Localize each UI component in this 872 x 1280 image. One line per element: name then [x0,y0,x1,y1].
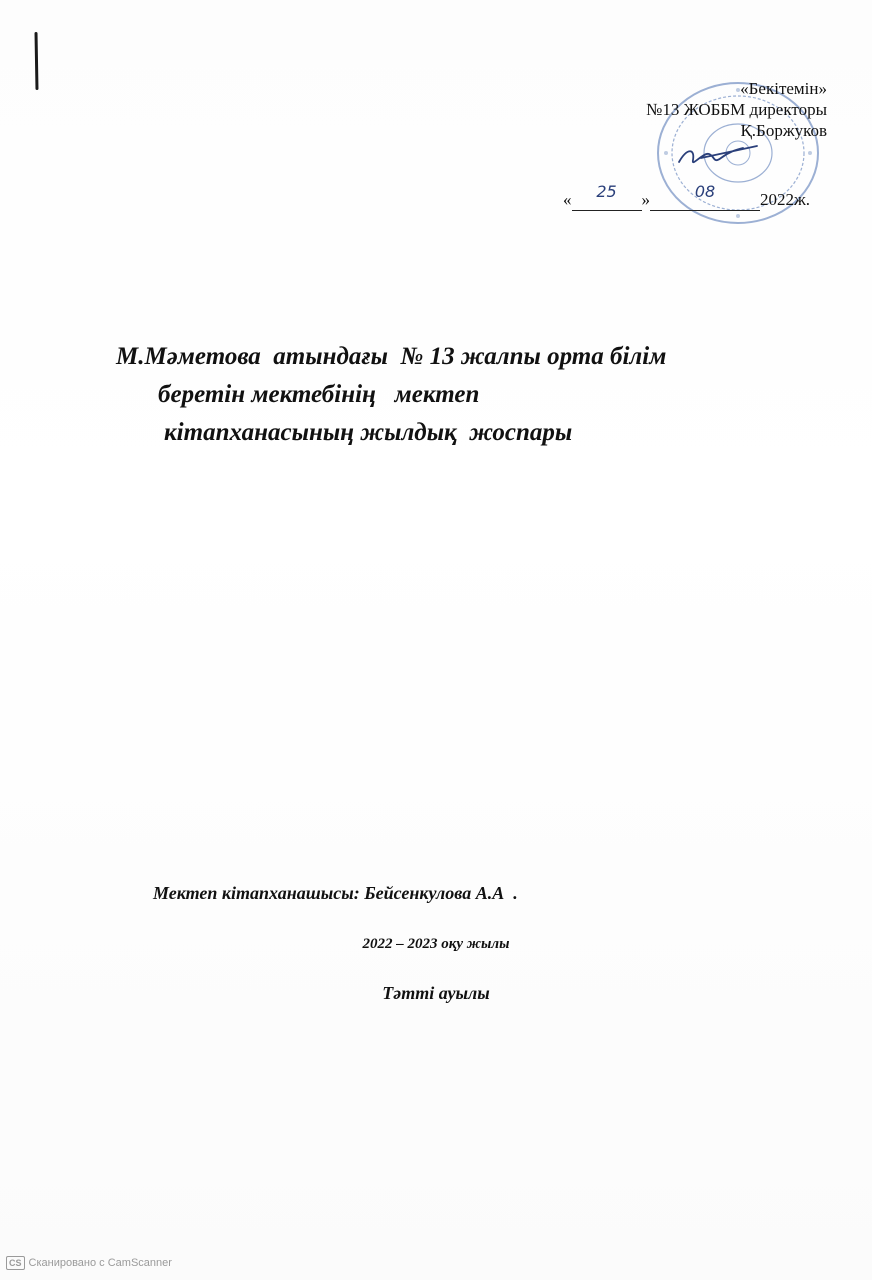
approval-director: Қ.Боржуков [740,121,827,140]
title-line-1: М.Мәметова атындағы № 13 жалпы орта білім [116,343,667,370]
village-name: Тәтті ауылы [382,983,490,1003]
date-open-quote: « [563,190,572,209]
date-month: 08 [694,182,716,201]
title-line-2: беретін мектебінің мектеп [158,381,480,408]
document-title [116,338,816,452]
date-month-blank [650,182,760,211]
watermark-text: Сканировано с CamScanner [28,1257,172,1269]
date-close-quote: » [641,190,650,209]
scanner-watermark [6,1256,172,1270]
librarian-name: Мектеп кітапханашысы: Бейсенкулова А.А . [153,883,518,903]
date-day-blank [572,182,642,211]
approval-heading: «Бекітемін» [740,79,827,98]
title-line-3: кітапханасының жылдық жоспары [164,419,573,446]
approval-block [646,78,827,141]
date-year: 2022ж. [760,190,810,209]
binder-mark [34,32,38,90]
date-day: 25 [596,182,617,201]
academic-year: 2022 – 2023 оқу жылы [362,936,510,952]
camscanner-logo-icon: CS [6,1256,25,1270]
approval-position: №13 ЖОББМ директоры [646,100,827,119]
signature-icon [673,140,763,172]
approval-date [563,182,810,211]
